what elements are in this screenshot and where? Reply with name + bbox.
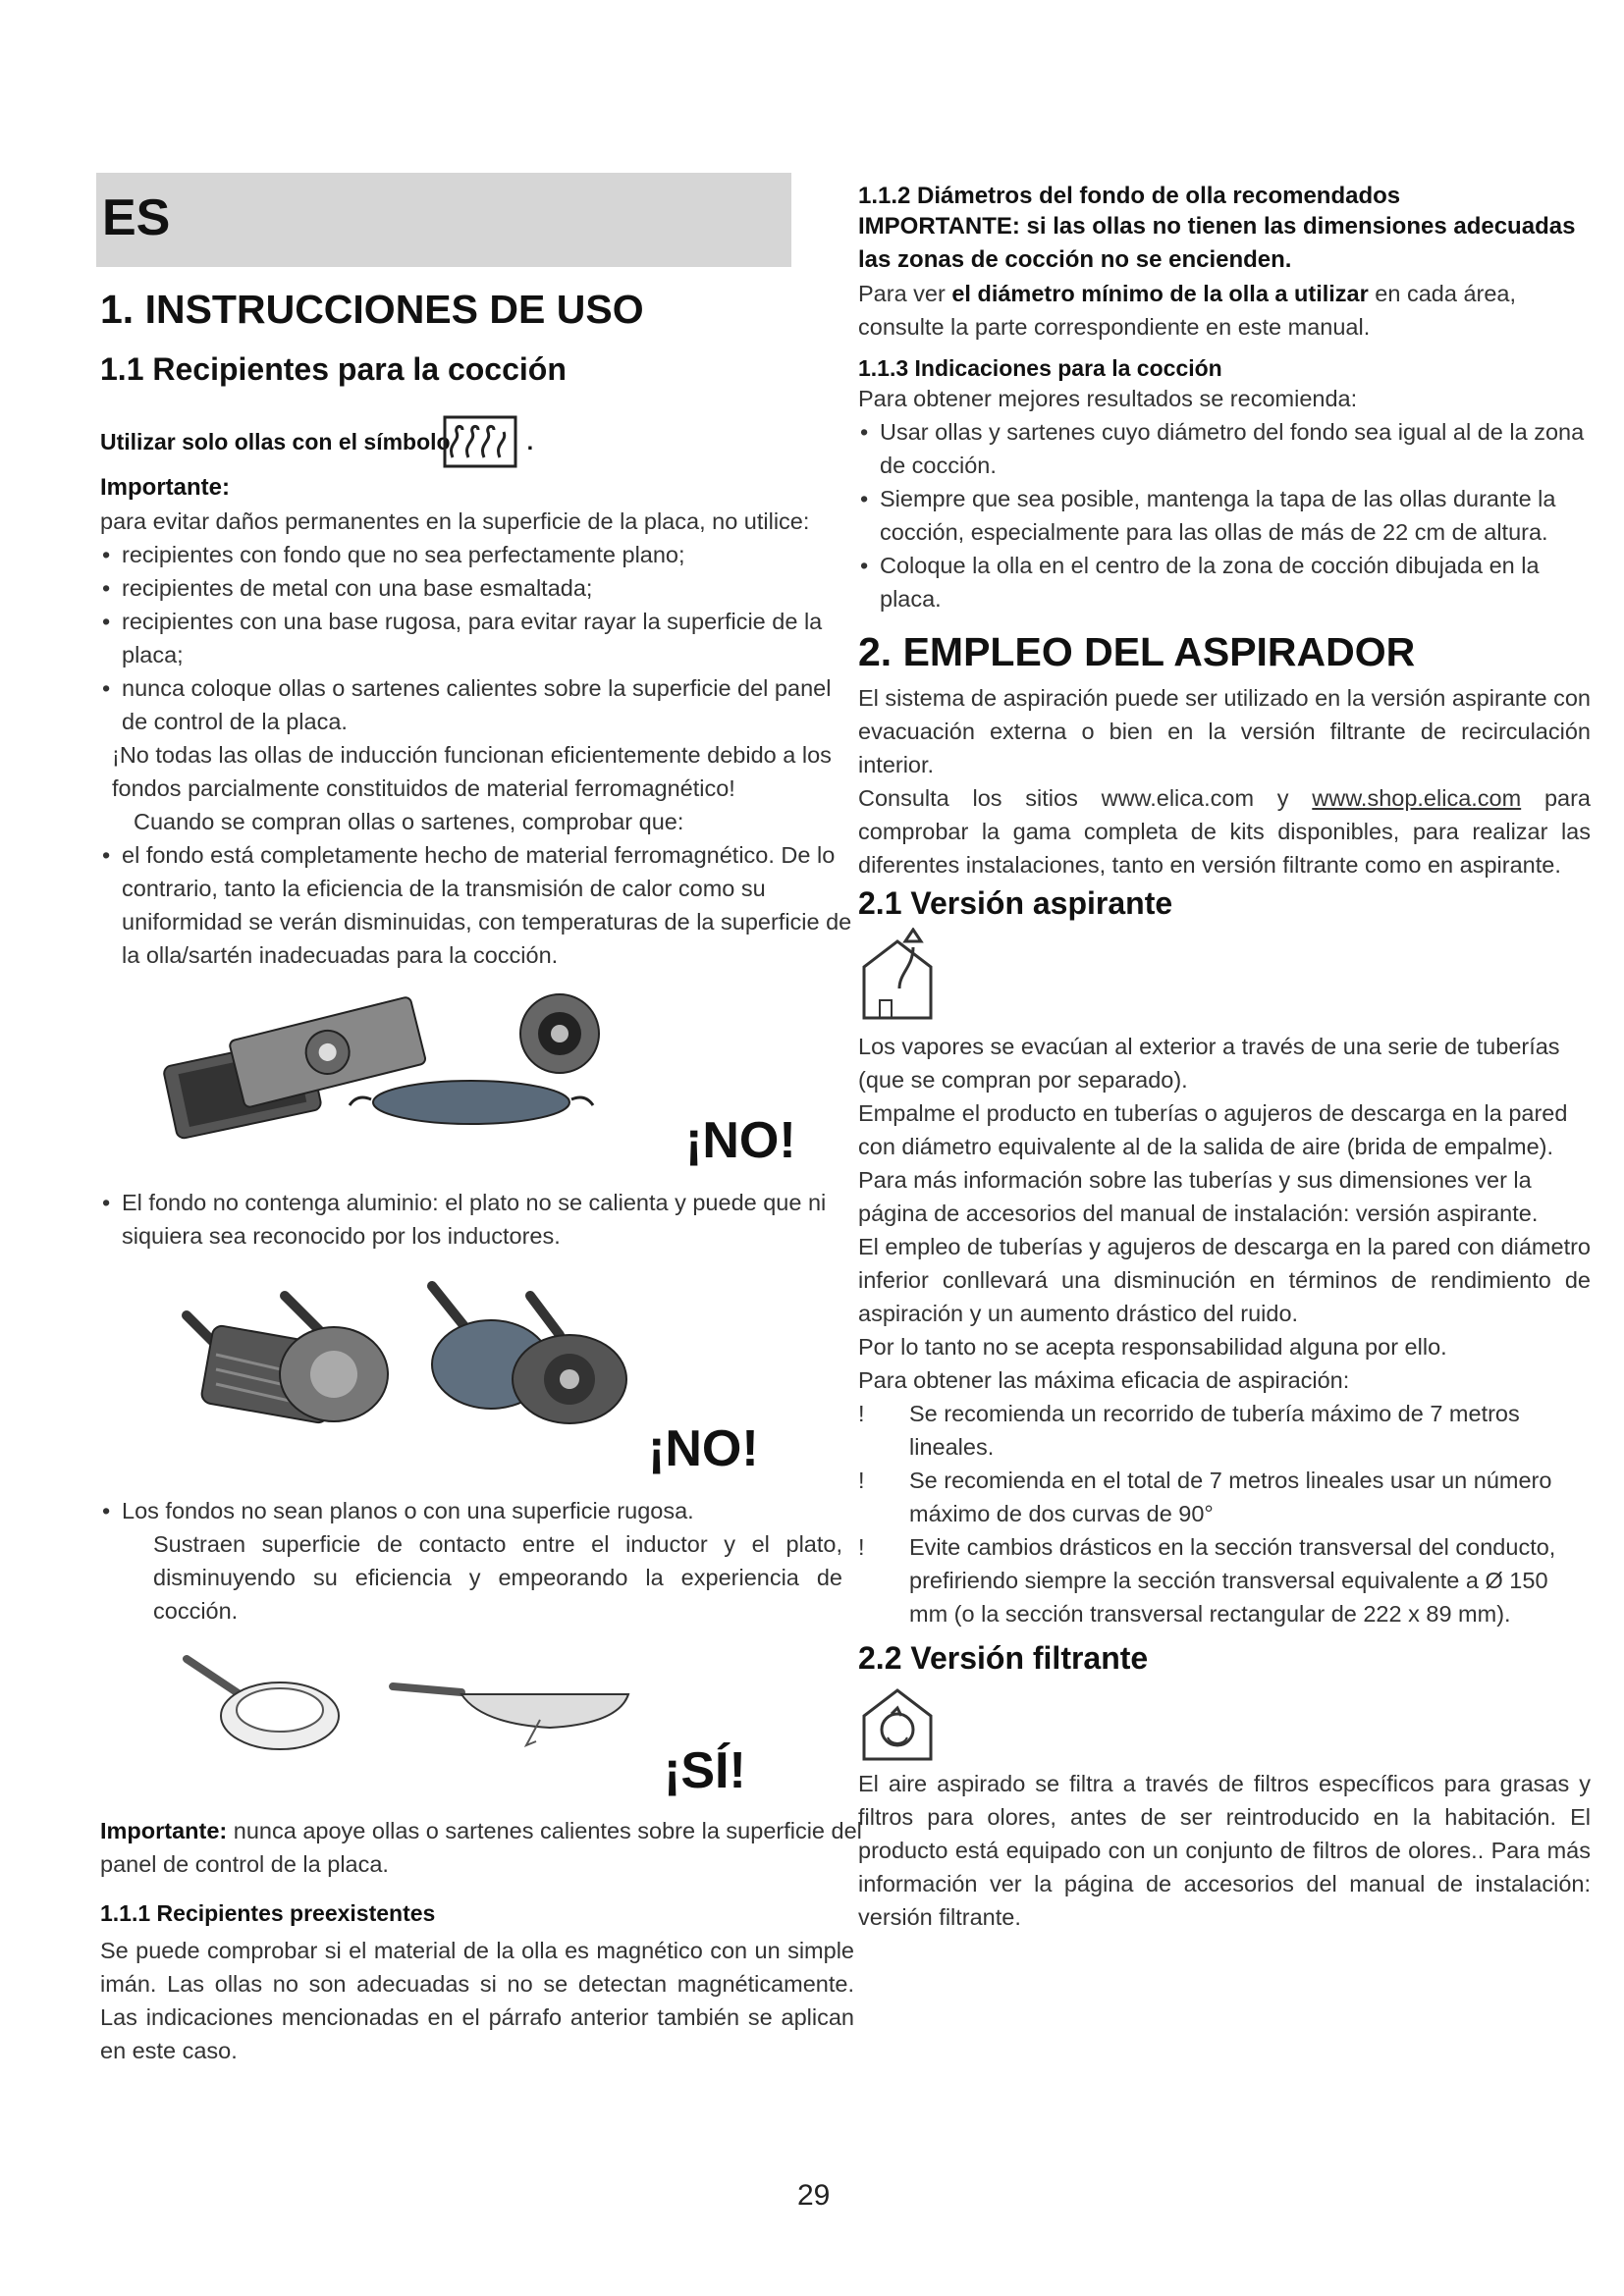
list-item: • recipientes con una base rugosa, para evitar rayar la superficie de la placa;: [100, 605, 862, 671]
aspirador-p2: [858, 781, 1591, 881]
section-title-aspirador: 2. EMPLEO DEL ASPIRADOR: [858, 629, 1416, 674]
diametros-text: [858, 277, 1591, 344]
indicaciones-intro: Para obtener mejores resultados se recomienda:: [858, 386, 1358, 411]
purchase-note: Cuando se compran ollas o sartenes, comprobar que:: [134, 809, 684, 834]
heading-version-aspirante: 2.1 Versión aspirante: [858, 885, 1173, 921]
heading-indicaciones: 1.1.3 Indicaciones para la cocción: [858, 355, 1222, 381]
list-item: ! Evite cambios drásticos en la sección transversal del conducto, prefiriendo siempre la sección transversal equivalente a Ø 150 mm (o la sección transversal rectangular de 222 x 89 mm).: [858, 1530, 1591, 1630]
language-tag-bar: [96, 173, 791, 267]
list-item: • Los fondos no sean planos o con una superficie rugosa.: [100, 1494, 862, 1527]
language-tag: ES: [102, 189, 171, 246]
heading-version-filtrante: 2.2 Versión filtrante: [858, 1640, 1149, 1676]
symbol-line-end: .: [526, 429, 534, 454]
planos-detail: Sustraen superficie de contacto entre el inductor y el plato, disminuyendo su eficiencia y empeorando la experiencia de cocción.: [153, 1531, 842, 1624]
filtrante-text: El aire aspirado se filtra a través de filtros específicos para grasas y filtros para olores, antes de ser reintroducido en la habitación. El producto está equipado con un conjunto de filtros de olores.. Para más información ver la página de accesorios del manual de instalación: versión filtrante.: [858, 1771, 1591, 1930]
indicaciones-block: [858, 382, 1591, 615]
no-label-1: ¡NO!: [685, 1112, 796, 1169]
list-item: • Usar ollas y sartenes cuyo diámetro del fondo sea igual al de la zona de cocción.: [858, 415, 1591, 482]
importante-block: [100, 471, 862, 972]
list-item: • nunca coloque ollas o sartenes calientes sobre la superficie del panel de control de la placa.: [100, 671, 862, 738]
diametros-post: en cada área, consulte la parte correspondiente en este manual.: [858, 281, 1517, 340]
illustration-suitable-pans: [177, 1649, 638, 1757]
recirculation-icon: [858, 1684, 1591, 1763]
list-item: • el fondo está completamente hecho de material ferromagnético. De lo contrario, tanto la eficiencia de la transmisión de calor como su uniformidad se verán disminuidas, con temperaturas de la superficie de la olla/sartén inadecuadas para la cocción.: [100, 838, 862, 972]
aspirador-intro: [858, 681, 1591, 881]
illustration-unsuitable-pans-1: [147, 989, 658, 1156]
diametros-pre: Para ver: [858, 281, 952, 306]
heading-preexistentes: 1.1.1 Recipientes preexistentes: [100, 1900, 436, 1926]
no-label-2: ¡NO!: [648, 1420, 759, 1477]
list-item: • Siempre que sea posible, mantenga la tapa de las ollas durante la cocción, especialmente para las ollas de más de 22 cm de altura.: [858, 482, 1591, 549]
importante-2-block: [100, 1814, 862, 1881]
section-title-instrucciones: 1. INSTRUCCIONES DE USO: [100, 287, 644, 332]
importante-2-paragraph: [100, 1814, 862, 1881]
right-column: [858, 183, 1591, 1934]
diametros-bold: el diámetro mínimo de la olla a utilizar: [951, 281, 1369, 306]
list-item: ! Se recomienda un recorrido de tubería máximo de 7 metros lineales.: [858, 1397, 1591, 1464]
ducting-icon: [858, 928, 1591, 1022]
si-label: ¡SÍ!: [664, 1742, 746, 1799]
aspirador-p2-post: para comprobar la gama completa de kits disponibles, para realizar las diferentes instalaciones, tanto en versión filtrante como en aspirante.: [858, 785, 1591, 878]
shop-link[interactable]: www.shop.elica.com: [1312, 785, 1522, 811]
aspirador-p2-pre: Consulta los sitios www.elica.com y: [858, 785, 1313, 811]
list-item: • recipientes de metal con una base esmaltada;: [100, 571, 862, 605]
aspirante-p: Para más información sobre las tuberías y sus dimensiones ver la página de accesorios del manual de instalación: versión aspirante.: [858, 1167, 1539, 1226]
list-item: • recipientes con fondo que no sea perfectamente plano;: [100, 538, 862, 571]
aspirante-p: Los vapores se evacúan al exterior a través de una serie de tuberías (que se compran por separado).: [858, 1034, 1560, 1093]
page-number: 29: [797, 2179, 831, 2212]
aspirante-p: Por lo tanto no se acepta responsabilidad alguna por ello.: [858, 1334, 1447, 1360]
heading-diametros: 1.1.2 Diámetros del fondo de olla recomendados: [858, 183, 1401, 209]
preexistentes-text: Se puede comprobar si el material de la olla es magnético con un simple imán. Las ollas no son adecuadas si no se detectan magnéticamente. Las indicaciones mencionadas en el párrafo anterior también se aplican en este caso.: [100, 1938, 854, 2063]
importante-2-text: nunca apoye ollas o sartenes calientes sobre la superficie del panel de control de la placa.: [100, 1818, 862, 1877]
list-item: • El fondo no contenga aluminio: el plato no se calienta y puede que ni siquiera sea reconocido por los inductores.: [100, 1186, 862, 1253]
induction-symbol-icon: [437, 414, 521, 469]
induction-note: ¡No todas las ollas de inducción funcionan eficientemente debido a los fondos parcialmente constituidos de material ferromagnético!: [112, 742, 832, 801]
aluminio-block: [100, 1186, 862, 1253]
heading-recipientes: 1.1 Recipientes para la cocción: [100, 351, 567, 387]
planos-block: [100, 1494, 862, 1628]
importante-label: Importante:: [100, 474, 230, 501]
aspirante-p: Para obtener las máxima eficacia de aspiración:: [858, 1367, 1350, 1393]
aspirador-p1: El sistema de aspiración puede ser utilizado en la versión aspirante con evacuación externa o bien en la versión filtrante de recirculación interior.: [858, 685, 1591, 777]
aspirante-block: [858, 1030, 1591, 1630]
list-item: ! Se recomienda en el total de 7 metros lineales usar un número máximo de dos curvas de 90°: [858, 1464, 1591, 1530]
importante-diametros: IMPORTANTE: si las ollas no tienen las dimensiones adecuadas las zonas de cocción no se encienden.: [858, 213, 1576, 273]
list-item: • Coloque la olla en el centro de la zona de cocción dibujada en la placa.: [858, 549, 1591, 615]
symbol-line: [100, 420, 533, 463]
illustration-unsuitable-pans-2: [157, 1276, 648, 1433]
importante-intro: para evitar daños permanentes en la superficie de la placa, no utilice:: [100, 508, 810, 534]
symbol-line-text: Utilizar solo ollas con el símbolo: [100, 428, 451, 454]
aspirante-p: El empleo de tuberías y agujeros de descarga en la pared con diámetro inferior conllevará una disminución en términos de rendimiento de aspiración y un aumento drástico del ruido.: [858, 1234, 1591, 1326]
importante-2-label: Importante:: [100, 1818, 228, 1843]
aspirante-p: Empalme el producto en tuberías o agujeros de descarga en la pared con diámetro equivalente al de la salida de aire (brida de empalme).: [858, 1100, 1568, 1159]
